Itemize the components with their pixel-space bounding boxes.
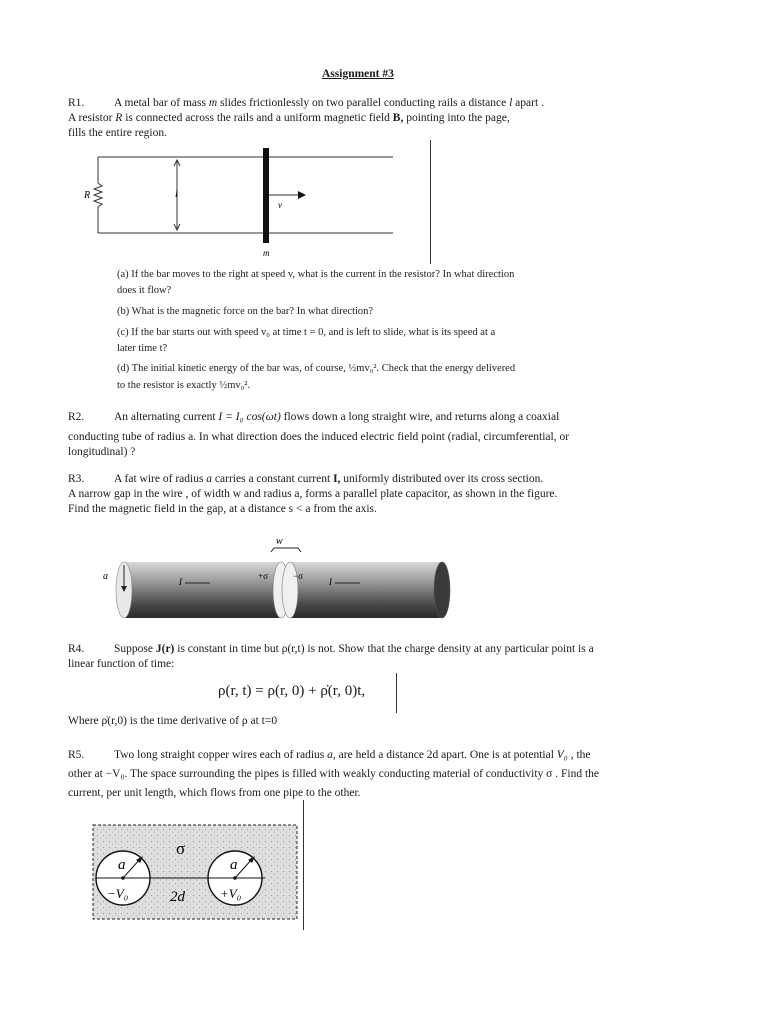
sigma-label: σ	[176, 839, 186, 858]
resistor-label: R	[84, 190, 91, 201]
r4-number: R4.	[68, 643, 85, 655]
r5-line-3: current, per unit length, which flows from one pipe to the other.	[68, 787, 361, 799]
velocity-label: v	[278, 200, 282, 210]
r3-text: A fat wire of radius	[114, 473, 207, 485]
r3-line-3: Find the magnetic field in the gap, at a distance s < a from the axis.	[68, 503, 377, 515]
r1-question-d-1: (d) The initial kinetic energy of the bar was, of course, ½mv₀². Check that the energy delivered	[117, 363, 516, 374]
gap-width-label: w	[276, 536, 283, 547]
current-label-right: I	[329, 577, 332, 587]
plus-v0-label: +V₀	[220, 886, 242, 901]
r4-line-1	[68, 642, 594, 657]
r1-text: slides frictionlessly on two parallel conducting rails a distance	[217, 97, 510, 109]
r1-question-b: (b) What is the magnetic force on the bar? In what direction?	[117, 306, 374, 317]
r1-question-c-1: (c) If the bar starts out with speed v₀ at time t = 0, and is left to slide, what is its speed at a	[117, 327, 496, 338]
r1-number: R1.	[68, 97, 85, 109]
separation-label: 2d	[170, 889, 185, 905]
r5-text: Two long straight copper wires each of radius	[114, 749, 328, 761]
r1-text: apart .	[512, 97, 544, 109]
r3-number: R3.	[68, 473, 85, 485]
r1-question-c-2: later time t?	[117, 343, 168, 354]
r5-var-v0: V₀	[556, 749, 568, 761]
r1-text: is connected across the rails and a uniform magnetic field	[122, 112, 393, 124]
r1-var-b: B,	[392, 112, 404, 124]
current-label-left: I	[179, 577, 182, 587]
r4-var-j: J(r)	[155, 643, 175, 655]
right-radius-label: a	[230, 857, 238, 873]
r2-line-1	[68, 410, 559, 425]
left-radius-label: a	[118, 857, 126, 873]
r2-line-2: conducting tube of radius a. In what direction does the induced electric field point (radial, circumferential, or	[68, 431, 570, 443]
r4-equation: ρ(r, t) = ρ(r, 0) + ρ̇(r, 0)t,	[218, 683, 366, 699]
r1-text: A metal bar of mass	[114, 97, 209, 109]
minus-v0-label: −V₀	[107, 886, 129, 901]
r1-text: pointing into the page,	[403, 112, 510, 124]
r4-text: is constant in time but ρ(r,t) is not. Show that the charge density at any particular point is a	[174, 643, 594, 655]
r2-text: flows down a long straight wire, and returns along a coaxial	[280, 411, 560, 423]
minus-sigma-label: −σ	[293, 571, 303, 581]
mass-label: m	[263, 248, 270, 258]
r1-question-a-1: (a) If the bar moves to the right at speed v, what is the current in the resistor? In what direction	[117, 269, 515, 280]
r5-line-1	[68, 748, 591, 763]
r5-line-2: other at −V₀. The space surrounding the pipes is filled with weakly conducting material of conductivity σ . Find the	[68, 768, 599, 780]
page-title: Assignment #3	[322, 68, 394, 80]
sliding-bar	[263, 148, 269, 243]
r4-text: Suppose	[114, 643, 156, 655]
resistor-icon	[94, 183, 102, 207]
divider-line	[303, 800, 304, 930]
r3-text: uniformly distributed over its cross section.	[340, 473, 544, 485]
r2-text: An alternating current	[114, 411, 219, 423]
cylinder-right-body	[290, 562, 442, 618]
rail-figure	[80, 145, 400, 260]
cylinder-right-end	[434, 562, 450, 618]
r2-number: R2.	[68, 411, 85, 423]
r1-question-a-2: does it flow?	[117, 285, 172, 296]
r2-formula: I = I₀ cos(ωt)	[218, 411, 281, 423]
r3-line-1	[68, 472, 543, 487]
divider-line	[430, 140, 431, 264]
r4-where: Where ρ̇(r,0) is the time derivative of ρ at t=0	[68, 715, 278, 727]
r1-question-d-2: to the resistor is exactly ½mv₀².	[117, 380, 251, 391]
r3-var-i: I,	[333, 473, 341, 485]
r5-var-a: a,	[327, 749, 336, 761]
r5-text: , the	[567, 749, 591, 761]
arrow-right-icon	[298, 191, 306, 199]
plus-sigma-label: +σ	[258, 571, 268, 581]
radius-label: a	[103, 571, 108, 582]
r1-var-r: R	[115, 112, 123, 124]
wire-gap-figure	[95, 535, 455, 625]
two-wire-figure	[90, 822, 300, 922]
gap-width-bracket	[271, 548, 301, 552]
r1-line-2	[68, 111, 510, 126]
r3-text: carries a constant current	[212, 473, 334, 485]
r1-line-3: fills the entire region.	[68, 127, 167, 139]
r1-var-l: l	[509, 97, 513, 109]
r2-line-3: longitudinal) ?	[68, 446, 136, 458]
r1-var-m: m	[208, 97, 218, 109]
r1-text: A resistor	[68, 112, 116, 124]
r4-line-2: linear function of time:	[68, 658, 175, 670]
r5-number: R5.	[68, 749, 85, 761]
r3-line-2: A narrow gap in the wire , of width w and radius a, forms a parallel plate capacitor, as shown in the figure.	[68, 488, 558, 500]
length-label: l	[175, 189, 178, 200]
divider-line	[396, 673, 397, 713]
r1-line-1	[68, 96, 544, 111]
r3-var-a: a	[206, 473, 213, 485]
r5-text: are held a distance 2d apart. One is at potential	[335, 749, 557, 761]
